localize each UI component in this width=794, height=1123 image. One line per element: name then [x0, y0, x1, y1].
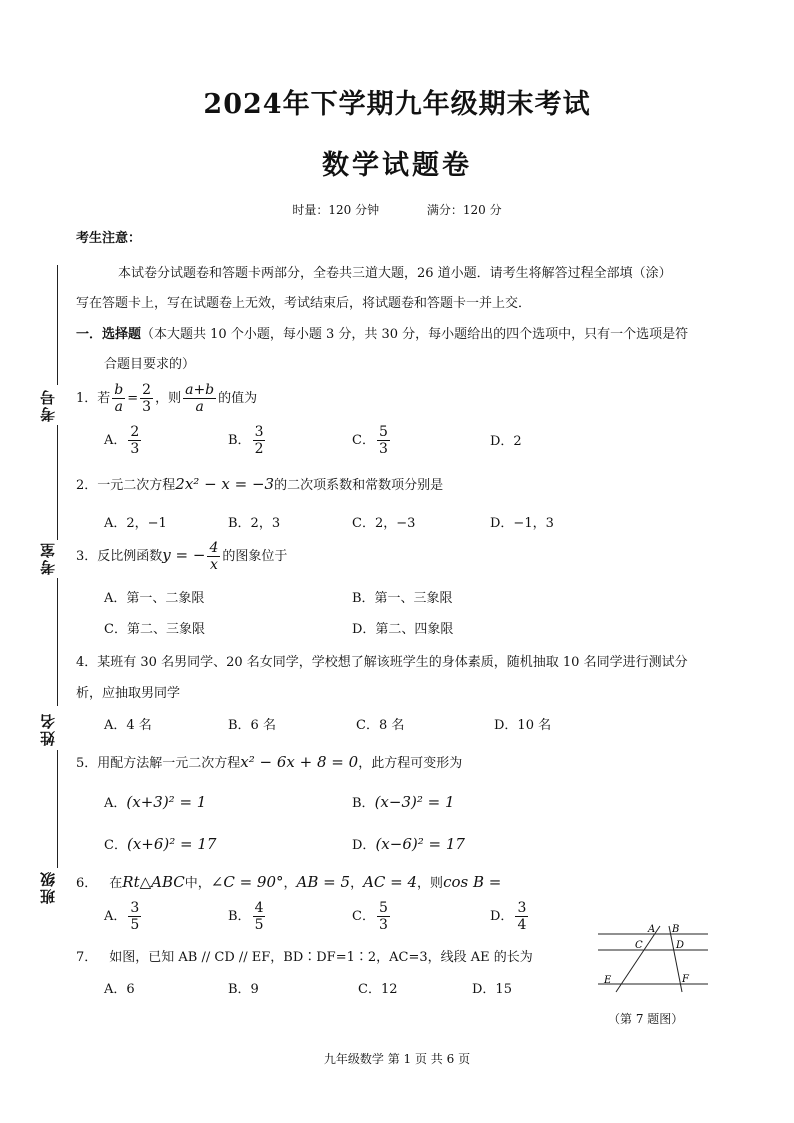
- exam-meta: [0, 201, 794, 218]
- option-fraction: [377, 900, 390, 933]
- q1-option-d[interactable]: D．2: [490, 434, 522, 449]
- option-equation: (x−6)² = 17: [375, 835, 465, 853]
- frac-den: a: [195, 399, 204, 415]
- question-5-post: ，此方程可变形为: [358, 756, 463, 771]
- frac-den: 2: [254, 441, 264, 457]
- binding-line-1: [57, 265, 58, 385]
- q7-option-b[interactable]: B．9: [228, 982, 259, 997]
- frac-num: 2: [130, 424, 140, 440]
- transversal-ae: [616, 926, 660, 992]
- option-letter: B．: [352, 796, 375, 811]
- option-fraction: [253, 900, 266, 933]
- question-6-triangle: Rt△ABC: [122, 873, 185, 891]
- frac-num: 4: [254, 900, 264, 916]
- frac-den: 4: [517, 917, 527, 933]
- frac-num: 4: [209, 540, 219, 556]
- exam-title: 2024年下学期九年级期末考试: [203, 89, 591, 120]
- question-7-figure: [590, 920, 710, 1000]
- q3-option-b[interactable]: B．第一、三象限: [352, 591, 453, 606]
- section-1-title: 一．选择题: [76, 327, 142, 342]
- question-3-number: 3．: [76, 549, 98, 564]
- q2-option-b[interactable]: B．2，3: [228, 516, 281, 531]
- question-6-sep: ，则: [417, 876, 444, 891]
- question-4-text: 某班有 30 名男同学、20 名女同学，学校想了解该班学生的身体素质，随机抽取 10 名同学进行测试分: [97, 655, 688, 670]
- notice-heading: 考生注意：: [76, 231, 142, 246]
- q1-option-a[interactable]: [104, 424, 143, 457]
- frac-den: 5: [254, 917, 264, 933]
- option-equation: (x−3)² = 1: [374, 793, 455, 811]
- question-6-cos: cos B =: [443, 873, 502, 891]
- fraction-2-over-3: [140, 382, 153, 415]
- equals-sign: =: [127, 391, 139, 406]
- q2-option-c[interactable]: C．2，−3: [352, 516, 416, 531]
- question-1-post: 的值为: [218, 391, 258, 406]
- frac-num: 3: [254, 424, 264, 440]
- question-5: [76, 752, 462, 771]
- frac-num: 3: [517, 900, 527, 916]
- question-7-number: 7．: [76, 950, 98, 965]
- frac-num: 3: [130, 900, 140, 916]
- q3-option-c[interactable]: C．第二、三象限: [104, 622, 205, 637]
- fraction-b-over-a: [112, 382, 125, 415]
- q6-option-a[interactable]: [104, 900, 143, 933]
- frac-den: 3: [130, 441, 140, 457]
- option-fraction: [253, 424, 266, 457]
- question-6-number: 6．: [76, 876, 98, 891]
- q4-option-d[interactable]: D．10 名: [494, 718, 552, 733]
- frac-den: 5: [130, 917, 140, 933]
- section-1-heading: [76, 323, 688, 342]
- frac-num: 2: [142, 382, 152, 398]
- option-letter: C．: [352, 909, 375, 924]
- question-5-equation: x² − 6x + 8 = 0: [240, 753, 359, 771]
- q7-option-a[interactable]: A．6: [104, 982, 135, 997]
- binding-line-4: [57, 750, 58, 868]
- transversal-bf: [669, 926, 685, 992]
- q5-option-b[interactable]: [352, 792, 455, 811]
- question-2-equation: 2x² − x = −3: [175, 475, 275, 493]
- question-4-number: 4．: [76, 655, 98, 670]
- fraction-4-over-x: [207, 540, 220, 573]
- q4-option-a[interactable]: A．4 名: [104, 718, 152, 733]
- q4-option-c[interactable]: C．8 名: [356, 718, 405, 733]
- question-6-ab: AB = 5: [296, 873, 351, 891]
- question-1-pre: 若: [97, 391, 111, 406]
- binding-line-3: [57, 578, 58, 706]
- frac-num: 5: [378, 424, 388, 440]
- q5-option-c[interactable]: [104, 834, 216, 853]
- question-6-ac: AC = 4: [363, 873, 418, 891]
- label-a: A: [648, 924, 656, 935]
- q3-option-a[interactable]: A．第一、二象限: [104, 591, 205, 606]
- question-1-number: 1．: [76, 391, 98, 406]
- notice-line-2: 写在答题卡上，写在试题卷上无效，考试结束后，将试题卷和答题卡一并上交．: [76, 296, 532, 311]
- section-1-desc-2: 合题目要求的）: [104, 357, 196, 372]
- label-d: D: [676, 940, 685, 951]
- q6-option-c[interactable]: [352, 900, 392, 933]
- question-3-pre: 反比例函数: [97, 549, 163, 564]
- question-3: [76, 540, 287, 573]
- label-b: B: [672, 924, 680, 935]
- full-score: 满分：120 分: [426, 203, 502, 217]
- question-6-sep: 中，: [184, 876, 211, 891]
- option-letter: D．: [352, 838, 376, 853]
- notice-line-1: 本试卷分试题卷和答题卡两部分，全卷共三道大题，26 道小题．请考生将解答过程全部填（涂）: [118, 266, 672, 281]
- question-1: [76, 382, 257, 415]
- question-7: [76, 946, 533, 965]
- question-4-line-1: [76, 651, 688, 670]
- sidebar-label-exam-room: 考室: [39, 541, 57, 575]
- exam-subtitle: 数学试题卷: [322, 150, 472, 181]
- label-e: E: [604, 975, 612, 986]
- question-2-post: 的二次项系数和常数项分别是: [274, 478, 444, 493]
- q6-option-d[interactable]: [490, 900, 530, 933]
- frac-den: x: [209, 557, 218, 573]
- question-5-pre: 用配方法解一元二次方程: [97, 756, 241, 771]
- option-equation: (x+6)² = 17: [126, 835, 217, 853]
- label-f: F: [682, 974, 689, 985]
- question-6: [76, 872, 501, 891]
- frac-den: 3: [142, 399, 152, 415]
- question-2-pre: 一元二次方程: [97, 478, 176, 493]
- option-equation: (x+3)² = 1: [126, 793, 207, 811]
- binding-line-2: [57, 425, 58, 540]
- question-3-eq-left: y = −: [162, 546, 206, 564]
- frac-num: a+b: [185, 382, 215, 398]
- option-letter: B．: [228, 433, 251, 448]
- sidebar-label-exam-number: 考号: [39, 388, 57, 422]
- q7-option-d[interactable]: D．15: [472, 982, 512, 997]
- option-letter: A．: [104, 433, 127, 448]
- option-fraction: [377, 424, 390, 457]
- option-letter: A．: [104, 796, 127, 811]
- option-letter: C．: [352, 433, 375, 448]
- question-7-figure-caption: （第 7 题图）: [608, 1012, 684, 1026]
- option-fraction: [128, 424, 141, 457]
- option-letter: A．: [104, 909, 127, 924]
- page-footer: 九年级数学 第 1 页 共 6 页: [323, 1052, 471, 1066]
- frac-den: a: [114, 399, 123, 415]
- question-6-sep: ，: [350, 876, 364, 891]
- question-7-text: 如图，已知 AB // CD // EF，BD∶DF=1∶2，AC=3，线段 AE 的长为: [109, 950, 533, 965]
- label-c: C: [635, 940, 643, 951]
- q1-option-b[interactable]: [228, 424, 267, 457]
- q2-option-a[interactable]: A．2，−1: [104, 516, 167, 531]
- frac-num: b: [114, 382, 124, 398]
- option-fraction: [128, 900, 141, 933]
- fraction-a-plus-b-over-a: [183, 382, 216, 415]
- q4-option-b[interactable]: B．6 名: [228, 718, 276, 733]
- option-letter: D．: [490, 909, 514, 924]
- q3-option-d[interactable]: D．第二、四象限: [352, 622, 454, 637]
- section-1-desc-1: （本大题共 10 个小题，每小题 3 分，共 30 分，每小题给出的四个选项中，只有一个选项是符: [141, 327, 689, 342]
- sidebar-label-class: 班级: [39, 870, 57, 904]
- option-fraction: [515, 900, 528, 933]
- q5-option-a[interactable]: [104, 792, 206, 811]
- q1-option-c[interactable]: [352, 424, 392, 457]
- frac-den: 3: [378, 441, 388, 457]
- question-1-mid: ，则: [155, 391, 182, 406]
- q5-option-d[interactable]: [352, 834, 465, 853]
- question-6-sep: ，: [283, 876, 297, 891]
- question-3-post: 的图象位于: [222, 549, 288, 564]
- question-6-angle: ∠C = 90°: [210, 873, 284, 891]
- option-letter: C．: [104, 838, 127, 853]
- question-6-pre: 在: [109, 876, 123, 891]
- frac-num: 5: [378, 900, 388, 916]
- time-limit: 时量：120 分钟: [292, 203, 380, 217]
- q6-option-b[interactable]: [228, 900, 267, 933]
- sidebar-label-name: 姓名: [39, 712, 57, 746]
- question-4-line-2: 析，应抽取男同学: [76, 686, 181, 701]
- question-2: [76, 474, 443, 493]
- option-letter: B．: [228, 909, 251, 924]
- question-5-number: 5．: [76, 756, 98, 771]
- frac-den: 3: [378, 917, 388, 933]
- question-2-number: 2．: [76, 478, 98, 493]
- q7-option-c[interactable]: C．12: [358, 982, 398, 997]
- q2-option-d[interactable]: D．−1，3: [490, 516, 554, 531]
